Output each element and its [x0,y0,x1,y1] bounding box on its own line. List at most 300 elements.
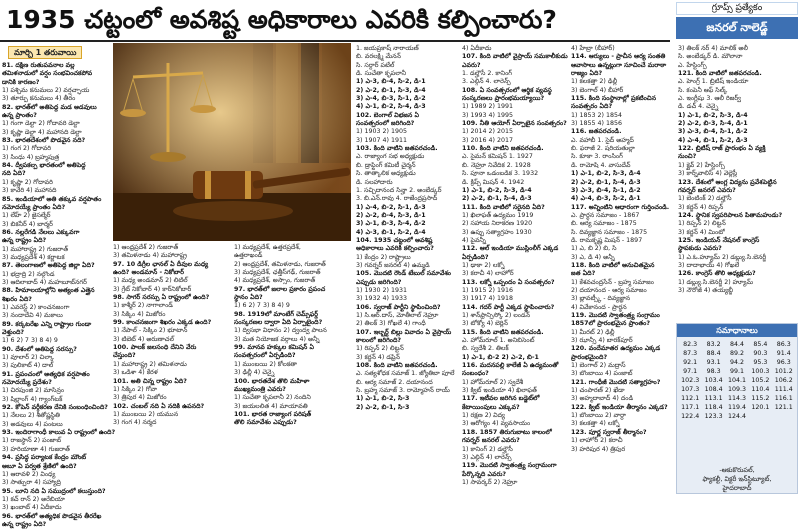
option-line: 3) ఒడిశా 4) కేరళ [113,369,158,377]
question-line: 2) ఎ-2, బి-1, సి-3 [356,403,410,411]
question-line: 96. భారత్‌లో అత్యధిక పొడవైన తీరరేఖ [2,512,102,520]
option-line: 1) కలకత్తా 2) ఢిల్లీ [571,78,618,86]
option-line: 1) 1930 2) 1931 [356,286,407,294]
question-line: 117. అన్నింటిని ఆధారంగా గుర్తించండి. [571,203,670,211]
answer-cell: 114.3 [727,395,746,402]
answer-cell: 92.1 [683,359,698,366]
column-6 [571,45,674,495]
question-line: 112. ఆల్ ఇండియా ముస్లింలీగ్ ఎక్కడ [462,245,559,253]
question-line: 124. స్థానిక స్వపరిపాలన పితామహుడు? [678,211,783,219]
option-line: 3) సాత్పురా 4) సహ్యాద్రి [2,479,61,487]
option-line: 3) హరియాణా 4) గుజరాత్ [2,445,70,453]
question-line: అధికారాలు ఎవరికి కల్పించారు? [356,245,434,253]
option-line: బి. ఆర్య సమాజం - 1875 [571,220,637,228]
question-line: 102. చంబల్ నది ఏ నదికి ఉపనది? [113,402,205,410]
question-line: 107. ఇల్బర్ట్ బిల్లు వివాదం ఏ వైస్రాయ్ [356,328,452,336]
option-line: 1) సావర్కర్ 2) నెహ్రూ [462,478,518,486]
question-line: 101. అతి చిన్న రాష్ట్రం ఏది? [113,377,187,385]
option-line: 1) వూలార్ 2) చిల్కా [2,354,54,362]
question-line: 102. బెంగాల్‌ విభజన ఏ [356,111,419,119]
option-line: ఎ. రాజ్యాంగ సభ అధ్యక్షుడు [356,153,425,161]
question-line: స్థానం ఏది? [234,294,263,302]
answer-cell: 99.1 [729,368,744,375]
option-line: 1) ఆంధ్రప్రదేశ్ 2) గుజరాత్ [113,244,179,251]
option-line: 3) 1932 4) 1933 [356,295,407,303]
option-line: 3) హరిపుర 4) త్రిపుర [571,445,626,453]
answer-cell: 119.4 [727,404,746,411]
question-line: ఆవాసాలు ఉన్నట్లుగా సూచించే మరాఠా [571,61,667,69]
option-line: 3) బొంబాయి 4) పంజాబ్ [571,370,633,378]
question-line: 105. మొదటి రౌండ్ టేబుల్ సమావేశం [356,270,451,278]
credit-line-1: -ఆకుకొరుపల్, [719,466,755,474]
question-line: 107. కింది వాటిలో వైస్రాయ్ సమకాలీకుడు [462,53,568,61]
option-line: బి. వరలక్ష్మి మేనన్ [356,53,401,61]
option-line: 3) 1993 4) 1995 [462,111,513,119]
option-line: 3) మత నియోజక వర్గాలు 4) అన్నీ [234,335,320,343]
option-line: డి. సలహాదారు [356,178,393,186]
question-line: 101. భారత రాజ్యాంగ పరిషత్ [234,410,312,418]
question-line: 118. కింది వాటిలో అనుచితమైన [571,261,655,269]
question-line: 93. ఇందిరాగాంధీ కాలువ ఏ రాష్ట్రంలో ఉంది? [2,429,116,437]
option-line: 1) ఖిలాఫత్ ఉద్యమం 1919 [462,211,534,219]
question-line: 2) ఎ-2, బి-4, సి-3, డి-1 [356,211,426,219]
option-line: 1) కాశ్మీర్ 2) నాగాలాండ్ [113,302,173,310]
question-line: 110. కింది వాటిని జతపరచండి. [462,145,544,153]
option-line: డి. రామోషి 4. వాసుదేవ్ [571,161,631,169]
answers-title: సమాధానాలు [677,324,797,337]
option-line: 1) హోమ్‌రూల్ 2) స్వదేశీ [462,378,524,386]
option-line: సి. తాత్కాలిక అధ్యక్షుడు [356,170,416,178]
question-line: ఉన్న రాష్ట్రం ఏది? [2,237,47,245]
option-line: 3) కార్న్‌వాలిస్ 4) వెల్లెస్లీ [678,170,738,178]
option-line: 1) డబ్ల్యు.సి.బెనర్జీ 2) హ్యూమ్ [678,278,754,286]
option-line: సి. అంబేడ్కర్ డి. మౌలానా [678,53,743,61]
question-line: 94. ప్రసిద్ధ పర్యాటక కేంద్రం మౌంట్ [2,454,87,462]
gavel-scales-illustration [113,43,351,241]
option-line: 1) ద్విసభా విధానం 2) ద్వంద్వ పాలన [234,327,327,335]
answer-cell: 84.4 [729,341,744,348]
question-line: నమోదయ్యే ప్రదేశం? [2,379,52,387]
option-line: 1) బొంబాయి 2) వార్ధా [571,412,626,420]
option-line: 3) ఆరోగ్యం 4) వ్యవసాయం [462,420,531,428]
question-line: 4) ఎ-4, బి-3, సి-2, డి-1 [571,195,641,203]
option-line: 1) కానింగ్ 2) డల్హౌసీ [462,445,513,453]
question-line: 104. 1935 చట్టంలో అవశిష్ట [356,236,433,244]
answer-cell: 87.3 [683,350,698,357]
option-line: 2) దయానంద - ఆర్య సమాజం [571,286,647,294]
question-line: జత ఏది? [571,270,596,278]
question-line: 84. ద్వీపకల్ప భారతంలో అతిపెద్ద [2,162,86,170]
question-line: పేర్కొన్నది ఎవరు? [462,470,507,478]
option-line: 3) కరాచీ 4) లాహోర్ [462,270,514,278]
option-line: 4) పైవన్నీ [462,236,486,244]
option-line: బి. నెహ్రూ నివేదిక 2. 1928 [462,161,531,169]
option-line: సి. సర్దార్ పటేల్ [356,61,395,69]
answer-cell: 118.4 [704,404,723,411]
author-credit [676,466,798,493]
question-line: గవర్నర్ జనరల్ ఎవరు? [462,437,520,445]
credit-line-2: ఫ్యాకల్టీ, విక్టరీ ఇన్‌స్టిట్యూట్, [702,475,772,483]
option-line: 1) రాజస్థాన్ 2) పంజాబ్ [2,437,62,445]
question-line: 121. గాంధీజీ మొదటి సత్యాగ్రహం? [571,378,661,386]
question-line: నమోదయ్యే ప్రాంతం ఏది? [2,203,66,211]
question-line: 123. పూర్ణ స్వరాజ్ తీర్మానం? [571,428,647,436]
option-line: 1) కేశవచంద్రసేన్ - బ్రహ్మ సమాజం [571,278,654,286]
answer-cell: 96.3 [776,359,791,366]
option-line: 1) సిక్కిం 2) గోవా [113,385,158,393]
question-line: కేటాయింపులు ఎక్కువ? [462,403,520,411]
question-line: డానికి కారణం? [2,78,40,86]
option-line: 1) చిరపుంజి 2) మాసిన్రం [2,387,65,395]
option-line: 1) 1903 2) 1905 [356,128,407,136]
option-line: 1) మీరట్ 2) ఢిల్లీ [571,328,615,336]
answer-cell: 97.1 [683,368,698,375]
option-line: ఎ. హోమ్‌రూల్ 1. అనిబిసెంట్ [462,337,535,345]
option-line: 3) అడవులు 4) పంటలు [2,420,63,428]
option-line: 3) 1855 4) 1856 [571,120,622,128]
answer-cell: 122.4 [681,413,700,420]
question-line: సంవత్సరంలో ఏర్పడింది? [234,352,296,360]
option-line: 2) ఆంధ్రప్రదేశ్, తమిళనాడు, గుజరాత్ [234,260,326,268]
question-line: 92. కోపెన్ వర్గీకరణ దేనికి సంబంధించింది? [2,404,108,412]
option-line: 1) 2014 2) 2015 [462,128,513,136]
answer-cell: 85.4 [753,341,768,348]
option-line: బి. ఆర్య సమాజ్ 2. దయానంద [356,378,433,386]
answer-cell: 91.4 [776,350,791,357]
option-line: 3) నౌరోజీ 4) తయ్యబ్జీ [678,286,733,294]
option-line: 3) 2016 4) 2017 [462,136,513,144]
column-1-body [2,62,116,529]
answer-cell: 88.4 [706,350,721,357]
option-line: 3) తమిళనాడు 4) మహారాష్ట్ర [113,252,187,260]
option-line: 1) ఆరావళి 2) వింధ్య [2,470,56,478]
question-line: 99. కాంచనజంగా శిఖరం ఎక్కడ ఉంది? [113,319,212,327]
option-line: 3) త్రిపుర 4) మిజోరం [113,394,167,402]
option-line: 3) సిక్కిం 4) మిజోరం [113,310,166,318]
option-line: 1) పశ్చిమ కనుమలు 2) వర్షచ్ఛాయ [2,87,90,95]
option-line: 1) రిప్పన్ 2) లిట్టన్ [678,220,726,228]
option-line: 1) రక్షణ 2) విద్య [462,412,505,420]
question-line: 3) ఎ-1, బి-3, సి-4, డి-2 [356,220,426,228]
answer-cell: 113.1 [704,395,723,402]
answer-cell: 82.3 [683,341,698,348]
option-line: 3) తూర్పు కనుమలు 4) తీరం [2,95,76,103]
answer-cell: 116.1 [774,395,793,402]
question-line: 116. మదనపల్లి కాలేజీ ఏ ఉద్యమంతో [462,362,559,370]
question-line: గవర్నర్ జనరల్ ఎవరు? [678,186,736,194]
question-line: ఉన్న ప్రాంతం? [2,112,37,120]
option-line: 4) ఏదీకాదు [462,45,492,52]
section-tag [676,2,798,39]
section-tag-top: గ్రూప్స్ ప్రత్యేకం [676,2,798,15]
question-line: 2) ఎ-2, బి-1, సి-4, డి-3 [462,195,532,203]
option-line: 3) కర్జన్ 4) రిప్పన్ [678,203,724,211]
option-line: ఎ. హెంగ్ర్ 1. బ్రిటిష్ ఇండియా [678,78,749,86]
option-line: 1) ఎ, బి 2) బి, సి [571,245,617,253]
option-line: 1) నేలలు 2) శీతోష్ణస్థితి [2,412,60,420]
question-line: 2) ఎ-2, బి-1, సి-3, డి-4 [356,86,426,94]
question-line: 103. కింది వాటిని జతపరచండి. [356,145,438,153]
column-5 [462,45,568,495]
question-line: 119. మొదటి స్వాతంత్ర్య సంగ్రామం [571,312,660,319]
option-line: 1) మధ్యప్రదేశ్, ఉత్తరప్రదేశ్, [234,244,301,251]
option-line: సి. దివ్యజ్ఞాన సమాజం - 1875 [571,228,648,236]
question-line: ఉంది? అండమాన్ - నికోబార్ [113,269,185,277]
answer-cell: 104.1 [727,377,746,384]
option-line: సి. కూకా 3. రాంసింగ్ [571,153,623,161]
option-line: 1) కచ్ రాన్ 2) అరేబియా [2,495,65,503]
option-line: 3) ఆదిలాబాద్ 4) మహబూబ్‌నగర్ [2,278,87,286]
answer-cell: 111.4 [774,386,793,393]
option-line: 1. సచ్చిదానంద సిన్హా 2. అంబేడ్కర్ [356,186,442,194]
question-line: 109. నీతి ఆయోగ్ ఏర్పాటైన సంవత్సరం? [462,120,567,128]
answer-cell: 124.4 [727,413,746,420]
option-line: 3) షిల్లాంగ్ 4) గ్యాంగ్‌టక్ [2,395,63,403]
option-line: ఎ. ప్రార్థన సమాజం - 1867 [571,211,640,219]
option-line: 1) ఎవరెస్ట్ 2) కాంచనజంగా [2,303,70,311]
question-line: 116. జతపరచండి. [571,128,622,136]
question-line: 114. ఆర్యులు - ప్రాచీన ఆర్య సంతతి [571,53,666,61]
option-line: 3) అహ్మదాబాద్ 4) దండి [571,395,634,403]
option-line: 1) రిప్పన్ 2) లిట్టన్ [356,345,404,353]
question-line: కాలంలో జరిగింది? [356,337,402,345]
answer-cell: 110.4 [751,386,770,393]
option-line: 1) ఢాకా 2) లక్నో [462,261,505,269]
question-line: 91. ప్రపంచంలో అత్యధిక వర్షపాతం [2,370,90,378]
option-line: బి. డ్రాఫ్టింగ్ కమిటీ చైర్మన్ [356,161,416,169]
option-line: 3) ఎల్గిన్ 4) లారెన్స్ [462,453,512,461]
answer-cell: 98.3 [706,368,721,375]
option-line: 3) ఎ, డి 4) అన్నీ [571,253,615,261]
question-line: 98. 1919లో మాంటేగ్ చెమ్స్‌ఫర్డ్ [234,310,319,318]
question-line: 1) ఎ-1, బి-2, సి-3, డి-4 [571,170,641,178]
question-line: ఎవరు? [462,61,481,69]
answer-cell: 117.1 [681,404,700,411]
answer-cell: 120.1 [751,404,770,411]
answer-cell: 102.3 [681,377,700,384]
option-line: ఎ. సత్యశోధక సమాజ్ 1. జ్యోతిబా పూలే [356,370,455,378]
option-line: 3) జయలలిత 4) మాయావతి [234,402,308,410]
option-line: 3) 1907 4) 1911 [356,136,407,144]
option-line: 1) భద్రాద్రి 2) నల్గొండ [2,270,55,278]
option-line: 1. డల్హౌసీ 2. కానింగ్ [462,70,512,78]
question-line: ముఖ్యమంత్రి ఎవరు? [234,385,286,393]
option-line: 4) వివేకానంద - ప్రార్థన [571,303,627,311]
question-line: 1) ఎ-3, బి-4, సి-2, డి-1 [356,78,426,86]
option-line: సి. బ్రహ్మ సమాజ్ 3. రామ్మోహన్ రాయ్ [356,387,450,395]
option-line: 3) టోక్యో 4) బెర్లిన్ [462,320,508,328]
question-line: 126. కాంగ్రెస్ తొలి అధ్యక్షుడు? [678,270,756,278]
option-line: 1) లేహ్ 2) జైసల్మేర్ [2,212,51,220]
option-line: 3) గంగ 4) నర్మద [113,419,157,427]
option-line: 1) ముంబయి 2) కోలకతా [234,360,298,368]
question-line: 89. కర్కటరేఖ ఎన్ని రాష్ట్రాల గుండా [2,320,92,328]
option-line: 3. బి.ఎన్.రావు 4. రాజేంద్రప్రసాద్ [356,195,438,203]
question-line: 1) ఎ-4, బి-2, సి-1, డి-3 [356,203,426,211]
option-line: డి. సుచేతా కృపలానీ [356,70,407,78]
option-line: 3) మధ్యప్రదేశ్, ఛత్తీస్‌గఢ్, గుజరాత్ [234,269,321,277]
option-line: 4) మధ్యప్రదేశ్, అస్సాం, గుజరాత్ [234,277,316,285]
column-6-body [571,45,674,454]
question-line: 122. క్విట్ ఇండియా తీర్మానం ఎక్కడ? [571,403,668,411]
question-line: 122. బ్రిటిష్ రాజ్ ప్రారంభం ఏ వ్యక్తి [678,145,766,153]
question-line: 88. హిమాలయాల్లోని అత్యంత ఎత్తైన [2,287,95,295]
question-line: సంస్కరణలు ప్రారంభమయ్యాయి? [462,95,545,103]
question-line: సంస్కరణల ద్వారా ఏది ఏర్పాటైంది? [234,319,323,327]
option-line: డి. క్రిప్స్ మిషన్ 4. 1942 [462,178,525,186]
option-line: 1) 6 2) 7 3) 8 4) 9 [2,337,58,345]
headline: 1935 చట్టంలో అవశిష్ట అధికారాలు ఎవరికి కల్పించారు? [6,5,557,34]
answer-cell: 100.3 [751,368,770,375]
question-line: 95. లూని నది ఏ సముద్రంలో కలుస్తుంది? [2,487,106,495]
option-line: 1) కేంద్రం 2) రాష్ట్రాలు [356,253,411,261]
question-line: శిఖరం ఏది? [2,295,32,303]
option-line: 1) శాన్‌ఫ్రాన్సిస్కో 2) లండన్ [462,312,531,319]
option-line: ఎ. ఇంగ్లీషు 3. ఆలీ రిజర్వ్ [678,95,741,103]
option-line: 1) మధ్య అండమాన్ 2) లిటిల్ [113,277,188,285]
question-line: 85. ఇండియాలో అతి తక్కువ వర్షపాతం [2,195,102,203]
option-line: సి. పూనా ఒడంబడిక 3. 1932 [462,170,539,178]
question-line: 4) ఎ-3, బి-1, సి-2, డి-4 [356,228,426,236]
answer-cell: 115.2 [751,395,770,402]
question-line: స్థాపకుడు ఎవరు? [678,245,722,253]
option-line: 1) సుచేతా కృపలానీ 2) నందిని [234,394,311,402]
question-line: 118. 1857 తిరుగుబాటు కాలంలో [462,428,552,436]
question-line: వెళ్తుంది? [2,329,25,336]
question-line: 117. ఇటీవల జరిగిన బడ్జెట్‌లో [462,395,540,403]
option-line: 3) ఉప్పు సత్యాగ్రహం 1930 [462,228,532,236]
column-3 [234,244,352,494]
option-line: 3) దాదాభాయ్ 4) గోఖలే [678,261,740,269]
option-line: 2) తిలక్ 3) గోఖలే 4) గాంధీ [356,320,426,328]
option-line: డి. రామకృష్ణ మిషన్ - 1897 [571,236,643,244]
option-line: 3) ఖంబాట్ 4) ఏదీకాదు [2,504,62,512]
question-line: 1) ఎ-1, బి-2, సి-3 [356,395,410,403]
question-line: నుంచి? [678,153,697,161]
question-line: 3) ఎ-3, బి-4, సి-1, డి-2 [571,186,641,194]
question-line: 4) ఎ-1, బి-2, సి-4, డి-3 [356,103,426,111]
option-line: 1) 1989 2) 1991 [462,103,513,111]
option-line: 1) 1853 2) 1854 [571,111,622,119]
question-line: 87. తెలంగాణలో అతిపెద్ద జిల్లా ఏది? [2,262,95,270]
option-line: 3) కర్జన్ 4) డఫ్రిన్ [356,353,400,361]
answer-cell: 123.3 [704,413,723,420]
question-line: 82. భారత్‌లో అతిపెద్ద మడ అడవులు [2,103,97,111]
option-line: 1) ముంబయి 2) యమున [113,410,179,418]
option-line: 3) కావేరి 4) మహానది [2,187,57,195]
option-line: 3) కృష్ణా డెల్టా 4) మహానది డెల్టా [2,128,82,136]
option-line: 1) ఎ.ఓ.హ్యూమ్ 2) డబ్ల్యు.సి.బెనర్జీ [678,253,767,261]
question-line: 97. భారత్‌లో జలాల ప్రకారం ప్రపంచ [234,285,326,293]
option-line: 1) లాహోర్ 2) కరాచీ [571,437,623,445]
headline-rule [0,40,670,42]
option-line: ఉత్తరాఖండ్ [234,252,263,260]
option-line: ఎ. వహాబీ 1. సైద్ అహ్మద్ [571,136,634,144]
answers-grid [677,337,797,424]
section-tag-main: జనరల్ నాలెడ్జ్ [676,17,798,39]
option-line: 1) నేపాల్ - సిక్కిం 2) భూటాన్ [113,327,188,335]
option-line: డి. డచ్ 4. చెన్నై [678,103,719,111]
option-line: 1) క్లైవ్ 2) హేస్టింగ్స్ [678,161,725,169]
question-line: సంవత్సరంలో జరిగింది? [356,120,415,128]
option-line: బి. ఫరాజీ 2. షరియతుల్లా [571,145,635,153]
question-line: తమిళనాడులో వర్షం సంభవించకపోవ [2,70,93,78]
question-line: 119. మొదటి స్వాతంత్ర్య సంగ్రామంగా [462,462,557,470]
option-line: 1) కృష్ణా 2) గోదావరి [2,178,53,186]
question-line: 2) ఎ-2, బి-1, సి-4, డి-3 [571,178,641,186]
question-line: తొలి సమావేశం ఎప్పుడు? [234,419,297,427]
option-line: బి. స్వదేశీ 2. తిలక్ [462,345,509,353]
answer-cell: 105.2 [751,377,770,384]
question-line: సంవత్సరం ఏది? [571,103,613,111]
question-line: 120. వందేమాతర ఉద్యమం ఎక్కడ [571,345,661,353]
column-2-body [113,244,231,428]
question-line: ఉన్న రాష్ట్రం ఏది? [2,520,47,528]
answer-cell: 94.2 [729,359,744,366]
option-line: 3) సింధు 4) బ్రహ్మపుత్ర [2,153,60,161]
option-line: 4) హేబ్రా (బీహార్) [571,45,615,52]
question-line: 97. 10 డిగ్రీల ఛానల్ ఏ దీవుల మధ్య [113,260,209,268]
question-line: చేస్తుంది? [113,352,136,360]
question-line: 121. కింది వాటిలో జతపరచండి. [678,70,762,78]
option-line: సి. కంపెనీ ఆఫ్ సిల్క్ [678,86,728,94]
option-line: 3) కర్జన్ 4) మింటో [678,228,725,236]
option-line: 3) గవర్నర్ జనరల్ 4) ఉమ్మడి [356,261,430,269]
question-line: సంబంధం? [462,370,489,378]
option-line: 3) బికనీర్ 4) బార్మర్ [2,220,53,228]
answer-cell: 95.3 [753,359,768,366]
question-line: 90. దేశంలో అతిపెద్ద సరస్సు? [2,345,77,353]
question-line: 111. కింది వాటిలో సరైనది ఏది? [462,203,545,211]
option-line: 3) కలకత్తా 4) లక్నో [571,420,620,428]
question-line: 106. స్వరాజ్ పార్టీని స్థాపించింది? [356,303,441,311]
option-line: 3) బ్లావట్స్కీ - దివ్యజ్ఞాన [571,295,631,303]
option-line: 3) పులికాట్ 4) దాల్ [2,362,54,370]
column-7 [678,45,798,320]
question-line: 115. కింది వాటిని జతపరచండి. [462,328,544,336]
option-line: 3) ఝాన్సీ 4) బారక్‌పూర్ [571,337,633,345]
question-line: అబూ ఏ పర్వత శ్రేణిలో ఉంది? [2,462,77,470]
option-line: 3) నందాదేవి 4) మకాలు [2,312,63,320]
column-2-under-photo [113,244,231,494]
answer-cell: 90.3 [753,350,768,357]
question-line: 2) ఎ-2, బి-3, సి-4, డి-1 [678,120,748,128]
column-1 [2,45,116,528]
option-line: 1. జయప్రకాష్ నారాయణ్ [356,45,419,52]
column-3-body [234,244,352,428]
question-line: 98. సాగర్ సరస్సు ఏ రాష్ట్రంలో ఉంది? [113,294,210,302]
question-line: 123. దేశంలో ఆంగ్ల విద్యను ప్రవేశపెట్టిన [678,178,777,186]
answer-cell: 86.3 [776,341,791,348]
option-line: 1) గంగ 2) గోదావరి [2,145,52,153]
option-line: 1) మహారాష్ట్ర 2) తమిళనాడు [113,360,187,368]
answer-cell: 108.4 [704,386,723,393]
question-line: 1) ఎ-1, బి-2, సి-3, డి-4 [462,186,532,194]
option-line: 3) మధ్యప్రదేశ్ 4) కర్ణాటక [2,253,65,261]
question-line: 113. లక్నో ఒప్పందం ఏ సంవత్సరం? [462,278,555,286]
option-line: 1) 6 2) 7 3) 8 4) 9 [234,302,290,310]
answer-cell: 109.3 [727,386,746,393]
answer-cell: 89.2 [729,350,744,357]
question-line: 3) ఎ-3, బి-4, సి-1, డి-2 [678,128,748,136]
option-line: ఎ. సైమన్ కమిషన్ 1. 1927 [462,153,533,161]
answer-cell: 103.4 [704,377,723,384]
option-line: 3) ఢిల్లీ 4) చెన్నై [234,369,275,377]
option-line: 3) బెంగాల్ 4) బీహార్ [571,86,624,94]
question-line: 1) ఎ-1, బి-2 2) ఎ-2, బి-1 [462,353,539,361]
continuation-tag: మార్చి 1 తరువాయి [8,46,82,59]
column-4-body [356,45,460,412]
